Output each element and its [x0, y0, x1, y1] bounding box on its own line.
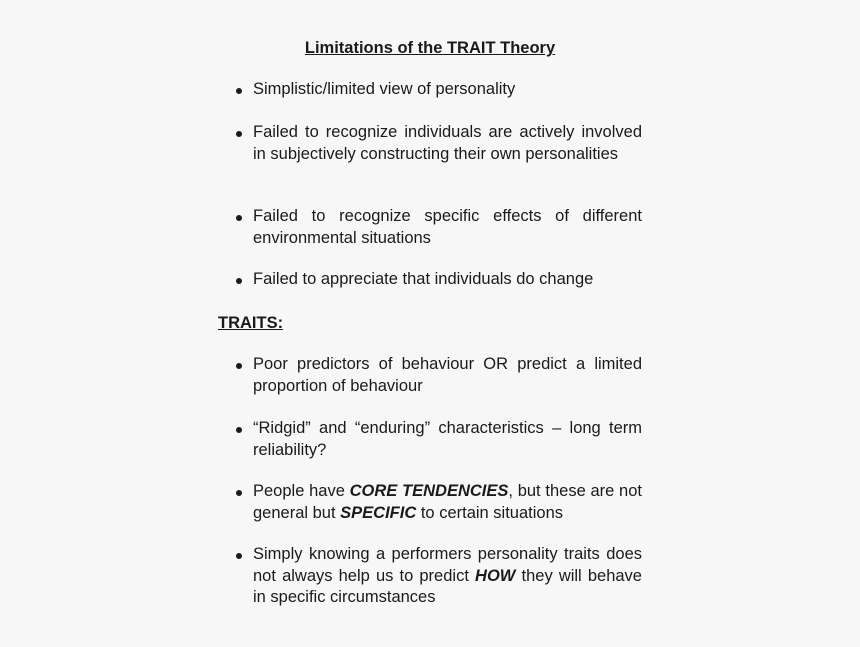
bullet-icon [236, 363, 242, 369]
text-run: Simply knowing a performers personality traits does not always help us to predict [253, 545, 642, 585]
list-item [236, 354, 642, 397]
list-item-text: Failed to recognize individuals are actively involved in subjectively constructing their own personalities [253, 123, 642, 163]
list-item-text: Failed to appreciate that individuals do change [253, 270, 594, 288]
list-item-text: “Ridgid” and “enduring” characteristics – long term reliability? [253, 419, 642, 459]
bullet-icon [236, 427, 242, 433]
document-title: Limitations of the TRAIT Theory [304, 39, 556, 57]
emphasis-how: HOW [475, 566, 516, 585]
list-item [236, 481, 642, 524]
list-item-text: Failed to recognize specific effects of different environmental situations [253, 207, 642, 247]
list-item-text [253, 544, 642, 609]
list-item-text [253, 481, 642, 524]
bullet-icon [236, 553, 242, 559]
list-item-text: Poor predictors of behaviour OR predict a limited proportion of behaviour [253, 355, 642, 395]
text-run: People have [253, 482, 350, 500]
bullet-icon [236, 490, 242, 496]
text-run: to certain situations [416, 503, 564, 522]
emphasis-core-tendencies: CORE TENDENCIES [349, 482, 509, 500]
section-heading-traits: TRAITS: [218, 314, 284, 332]
list-item [236, 544, 642, 609]
list-item [236, 418, 642, 461]
list-item-text: Simplistic/limited view of personality [253, 80, 516, 98]
text-run: , but these are not general but [253, 482, 642, 522]
emphasis-specific: SPECIFIC [340, 503, 417, 522]
text-run: they will behave in specific circumstances [253, 566, 642, 606]
